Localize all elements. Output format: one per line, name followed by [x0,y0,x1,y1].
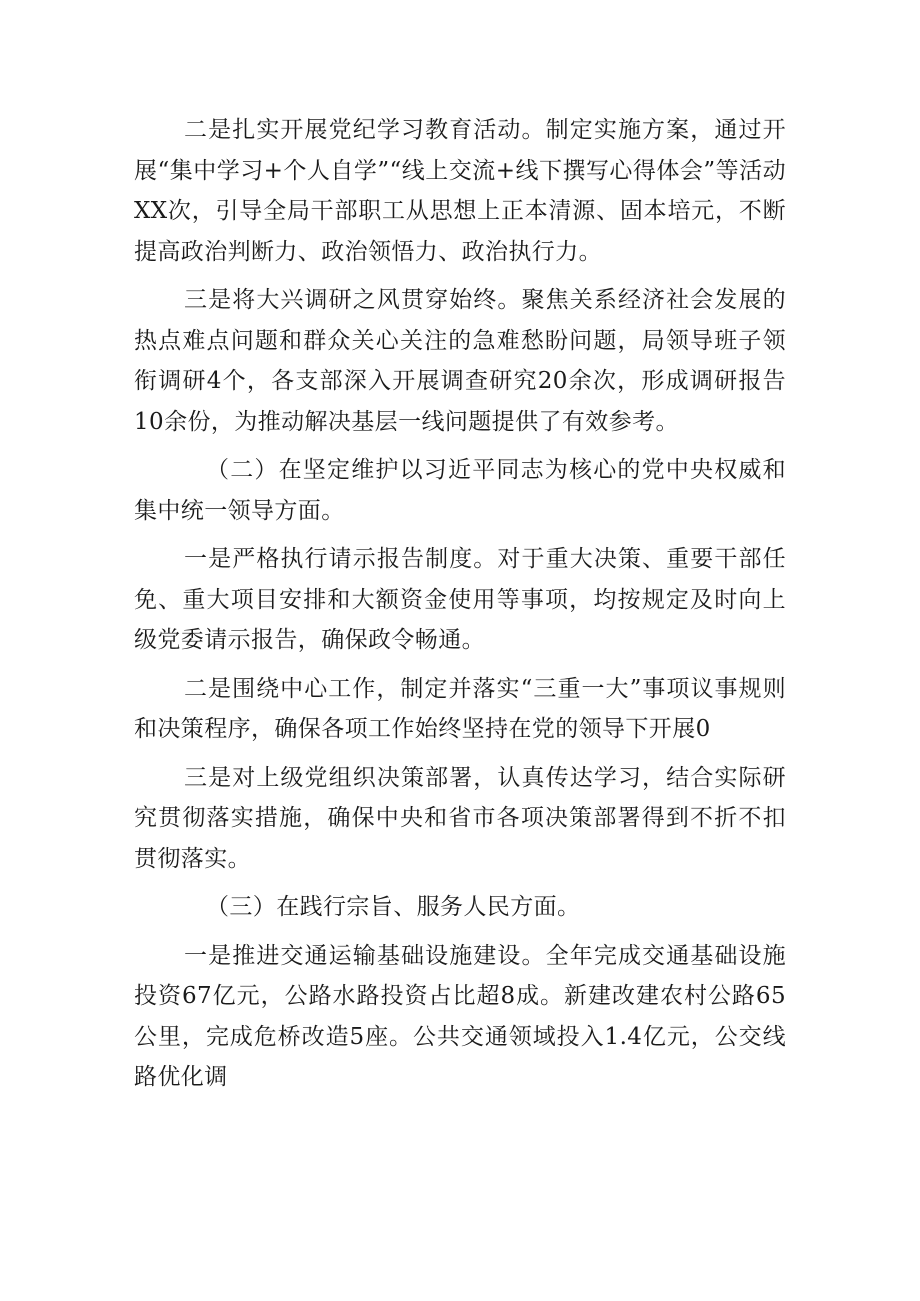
paragraph-reporting-system [134,539,786,661]
section-heading-3 [134,887,786,928]
paragraph-implementation [134,758,786,880]
paragraph-text: 三是对上级党组织决策部署，认真传达学习，结合实际研究贯彻落实措施，确保中央和省市各项决策部署得到不折不扣贯彻落实。 [134,764,786,872]
document-body [134,110,786,1106]
heading-text: （三）在践行宗旨、服务人民方面。 [206,894,581,920]
paragraph-text: 一是严格执行请示报告制度。对于重大决策、重要干部任免、重大项目安排和大额资金使用等事项，均按规定及时向上级党委请示报告，确保政令畅通。 [134,546,786,653]
paragraph-text: 一是推进交通运输基础设施建设。全年完成交通基础设施投资67亿元，公路水路投资占比超8成。新建改建农村公路65公里，完成危桥改造5座。公共交通领域投入1.4亿元，公交线路优化调 [134,942,786,1090]
paragraph-text: 三是将大兴调研之风贯穿始终。聚焦关系经济社会发展的热点难点问题和群众关心关注的急难愁盼问题，局领导班子领衔调研4个，各支部深入开展调查研究20余次，形成调研报告10余份，为推动解决基层一线问题提供了有效参考。 [134,287,786,435]
paragraph-infrastructure [134,936,786,1098]
paragraph-research-style [134,280,786,442]
heading-text: （二）在坚定维护以习近平同志为核心的党中央权威和集中统一领导方面。 [134,457,786,524]
section-heading-2 [134,450,786,531]
paragraph-party-discipline-education [134,110,786,272]
paragraph-text: 二是扎实开展党纪学习教育活动。制定实施方案，通过开展“集中学习+个人自学”“线上交流+线下撰写心得体会”等活动XX次，引导全局干部职工从思想上正本清源、固本培元，不断提高政治判断力、政治领悟力、政治执行力。 [134,117,786,265]
paragraph-text: 二是围绕中心工作，制定并落实“三重一大”事项议事规则和决策程序，确保各项工作始终坚持在党的领导下开展0 [134,675,786,742]
paragraph-decision-rules [134,669,786,750]
